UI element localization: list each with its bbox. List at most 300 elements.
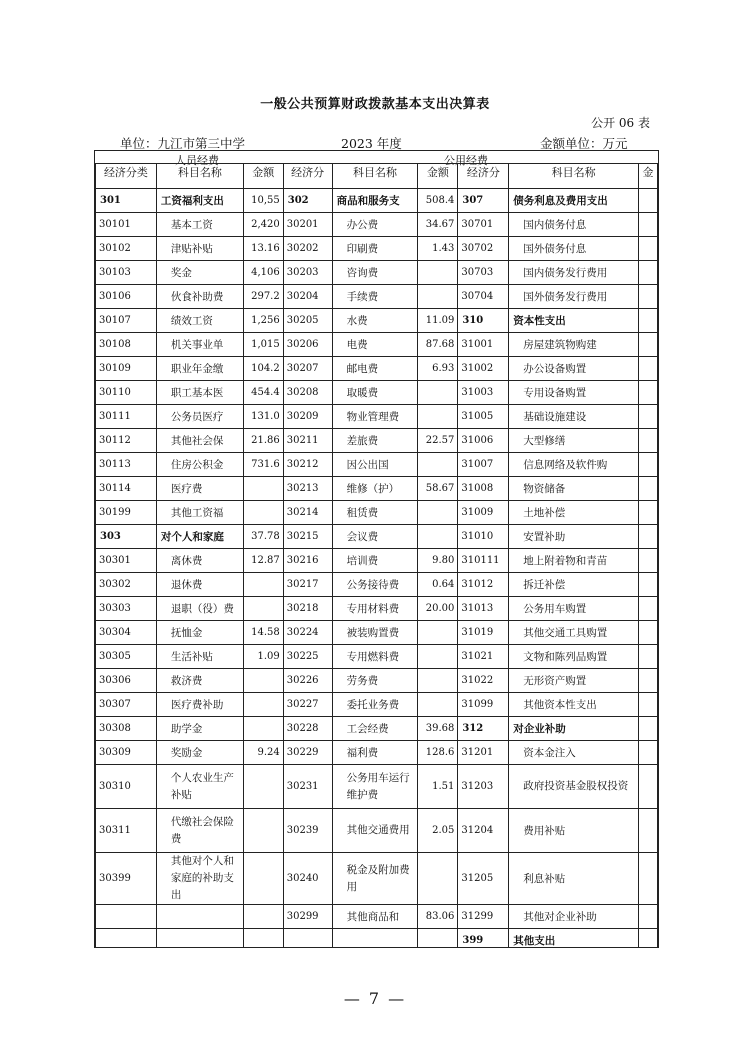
- name-cell: 奖金: [156, 261, 243, 285]
- money-unit-label: 金额单位：万元: [540, 136, 628, 151]
- code-cell: 30704: [458, 285, 509, 309]
- amount-cell: 9.24: [243, 741, 283, 765]
- amount-cell: [638, 929, 657, 949]
- table-row: [96, 309, 658, 333]
- code-cell: 30308: [96, 717, 157, 741]
- code-cell: 30226: [283, 669, 332, 693]
- name-cell: 福利费: [332, 741, 418, 765]
- amount-cell: [638, 669, 657, 693]
- code-cell: 30305: [96, 645, 157, 669]
- code-cell: 30113: [96, 453, 157, 477]
- table-number: 公开 06 表: [591, 116, 650, 130]
- code-cell: 30225: [283, 645, 332, 669]
- code-cell: 30702: [458, 237, 509, 261]
- code-cell: 30212: [283, 453, 332, 477]
- amount-cell: [418, 929, 458, 949]
- amount-cell: [243, 765, 283, 809]
- name-cell: 津贴补贴: [156, 237, 243, 261]
- amount-cell: 37.78: [243, 525, 283, 549]
- name-cell: 资本性支出: [509, 309, 639, 333]
- name-cell: 专用材料费: [332, 597, 418, 621]
- name-cell: 拆迁补偿: [509, 573, 639, 597]
- code-cell: 30301: [96, 549, 157, 573]
- amount-cell: [418, 501, 458, 525]
- amount-cell: [418, 853, 458, 905]
- name-cell: 国内债务发行费用: [509, 261, 639, 285]
- name-cell: 大型修缮: [509, 429, 639, 453]
- name-cell: 咨询费: [332, 261, 418, 285]
- code-cell: 31022: [458, 669, 509, 693]
- amount-cell: [638, 573, 657, 597]
- name-cell: 个人农业生产补贴: [156, 765, 243, 809]
- name-cell: 差旅费: [332, 429, 418, 453]
- amount-cell: [638, 381, 657, 405]
- amount-cell: [638, 809, 657, 853]
- code-cell: 302: [283, 189, 332, 213]
- expenditure-table: [94, 150, 659, 948]
- amount-cell: [418, 693, 458, 717]
- code-cell: 30240: [283, 853, 332, 905]
- name-cell: 生活补贴: [156, 645, 243, 669]
- amount-cell: [638, 309, 657, 333]
- name-cell: 其他商品和: [332, 905, 418, 929]
- code-cell: 30231: [283, 765, 332, 809]
- amount-cell: [243, 717, 283, 741]
- amount-cell: 58.67: [418, 477, 458, 501]
- name-cell: 邮电费: [332, 357, 418, 381]
- amount-cell: 297.2: [243, 285, 283, 309]
- amount-cell: 10,55: [243, 189, 283, 213]
- name-cell: 文物和陈列品购置: [509, 645, 639, 669]
- table-row: [96, 237, 658, 261]
- table-row: [96, 573, 658, 597]
- code-cell: 30209: [283, 405, 332, 429]
- amount-cell: 1.51: [418, 765, 458, 809]
- amount-cell: [243, 477, 283, 501]
- code-cell: 31002: [458, 357, 509, 381]
- code-cell: 30111: [96, 405, 157, 429]
- name-cell: 对企业补助: [509, 717, 639, 741]
- name-cell: 医疗费: [156, 477, 243, 501]
- name-cell: 手续费: [332, 285, 418, 309]
- amount-cell: 104.2: [243, 357, 283, 381]
- code-cell: 310: [458, 309, 509, 333]
- code-cell: 31003: [458, 381, 509, 405]
- table-row: [96, 429, 658, 453]
- group-header-public: 公用经费: [444, 154, 488, 167]
- table-row: [96, 621, 658, 645]
- code-cell: 30215: [283, 525, 332, 549]
- amount-cell: [638, 853, 657, 905]
- table-row: [96, 381, 658, 405]
- code-cell: 31099: [458, 693, 509, 717]
- table-row: [96, 405, 658, 429]
- code-cell: 30216: [283, 549, 332, 573]
- amount-cell: [243, 809, 283, 853]
- code-cell: 31204: [458, 809, 509, 853]
- name-cell: 专用燃料费: [332, 645, 418, 669]
- name-cell: [156, 905, 243, 929]
- amount-cell: [638, 765, 657, 809]
- amount-cell: [243, 693, 283, 717]
- name-cell: 工会经费: [332, 717, 418, 741]
- amount-cell: [418, 381, 458, 405]
- amount-cell: [638, 285, 657, 309]
- amount-cell: [638, 429, 657, 453]
- table-row: [96, 693, 658, 717]
- name-cell: 机关事业单: [156, 333, 243, 357]
- amount-cell: 0.64: [418, 573, 458, 597]
- amount-cell: 1,256: [243, 309, 283, 333]
- name-cell: 职业年金缴: [156, 357, 243, 381]
- amount-cell: [243, 573, 283, 597]
- code-cell: [283, 929, 332, 949]
- table-row: [96, 453, 658, 477]
- name-cell: 公务用车运行维护费: [332, 765, 418, 809]
- code-cell: 30224: [283, 621, 332, 645]
- name-cell: 专用设备购置: [509, 381, 639, 405]
- table-row: [96, 717, 658, 741]
- name-cell: 物业管理费: [332, 405, 418, 429]
- amount-cell: [243, 905, 283, 929]
- table-row: [96, 597, 658, 621]
- code-cell: 30213: [283, 477, 332, 501]
- amount-cell: [418, 453, 458, 477]
- code-cell: 30218: [283, 597, 332, 621]
- code-cell: 31007: [458, 453, 509, 477]
- column-header: 经济分: [283, 164, 332, 189]
- amount-cell: [638, 597, 657, 621]
- table-row: [96, 285, 658, 309]
- name-cell: 会议费: [332, 525, 418, 549]
- table-row: [96, 477, 658, 501]
- report-title: 一般公共预算财政拨款基本支出决算表: [260, 97, 490, 112]
- amount-cell: [418, 525, 458, 549]
- code-cell: 30306: [96, 669, 157, 693]
- amount-cell: [243, 597, 283, 621]
- name-cell: 债务利息及费用支出: [509, 189, 639, 213]
- code-cell: 30203: [283, 261, 332, 285]
- name-cell: 其他支出: [509, 929, 639, 949]
- table-row: [96, 669, 658, 693]
- name-cell: 税金及附加费用: [332, 853, 418, 905]
- name-cell: 印刷费: [332, 237, 418, 261]
- table-row: [96, 189, 658, 213]
- code-cell: 31010: [458, 525, 509, 549]
- name-cell: 国外债务付息: [509, 237, 639, 261]
- amount-cell: [638, 741, 657, 765]
- amount-cell: [638, 645, 657, 669]
- amount-cell: 22.57: [418, 429, 458, 453]
- column-header: 经济分类: [96, 164, 157, 189]
- name-cell: 办公费: [332, 213, 418, 237]
- code-cell: 30101: [96, 213, 157, 237]
- column-header: 经济分: [458, 164, 509, 189]
- amount-cell: 128.6: [418, 741, 458, 765]
- group-header-personnel: 人员经费: [175, 154, 219, 167]
- code-cell: 312: [458, 717, 509, 741]
- code-cell: 31008: [458, 477, 509, 501]
- name-cell: 劳务费: [332, 669, 418, 693]
- amount-cell: 34.67: [418, 213, 458, 237]
- amount-cell: [638, 405, 657, 429]
- name-cell: 国内债务付息: [509, 213, 639, 237]
- amount-cell: [638, 261, 657, 285]
- code-cell: 31205: [458, 853, 509, 905]
- amount-cell: [638, 453, 657, 477]
- amount-cell: [638, 477, 657, 501]
- code-cell: 30106: [96, 285, 157, 309]
- code-cell: 30211: [283, 429, 332, 453]
- amount-cell: [418, 261, 458, 285]
- table-row: [96, 549, 658, 573]
- amount-cell: 20.00: [418, 597, 458, 621]
- code-cell: 30108: [96, 333, 157, 357]
- code-cell: 30114: [96, 477, 157, 501]
- name-cell: 维修（护）: [332, 477, 418, 501]
- column-header: 金额: [243, 164, 283, 189]
- data-table: [95, 163, 658, 948]
- name-cell: 抚恤金: [156, 621, 243, 645]
- table-row: [96, 853, 658, 905]
- name-cell: 基础设施建设: [509, 405, 639, 429]
- amount-cell: 13.16: [243, 237, 283, 261]
- name-cell: 房屋建筑物购建: [509, 333, 639, 357]
- group-header-row: [95, 151, 658, 167]
- amount-cell: [243, 853, 283, 905]
- code-cell: 30112: [96, 429, 157, 453]
- code-cell: 30304: [96, 621, 157, 645]
- name-cell: 伙食补助费: [156, 285, 243, 309]
- name-cell: 安置补助: [509, 525, 639, 549]
- name-cell: 其他工资福: [156, 501, 243, 525]
- name-cell: 离休费: [156, 549, 243, 573]
- amount-cell: [243, 929, 283, 949]
- name-cell: 委托业务费: [332, 693, 418, 717]
- code-cell: 30217: [283, 573, 332, 597]
- amount-cell: [638, 693, 657, 717]
- code-cell: 30303: [96, 597, 157, 621]
- code-cell: 310111: [458, 549, 509, 573]
- code-cell: 30311: [96, 809, 157, 853]
- name-cell: 基本工资: [156, 213, 243, 237]
- amount-cell: 131.0: [243, 405, 283, 429]
- name-cell: 无形资产购置: [509, 669, 639, 693]
- code-cell: 30310: [96, 765, 157, 809]
- name-cell: 商品和服务支: [332, 189, 418, 213]
- amount-cell: 9.80: [418, 549, 458, 573]
- table-row: [96, 261, 658, 285]
- code-cell: 31013: [458, 597, 509, 621]
- code-cell: 31203: [458, 765, 509, 809]
- name-cell: 救济费: [156, 669, 243, 693]
- amount-cell: 12.87: [243, 549, 283, 573]
- amount-cell: [418, 405, 458, 429]
- name-cell: 国外债务发行费用: [509, 285, 639, 309]
- code-cell: 30207: [283, 357, 332, 381]
- code-cell: 30201: [283, 213, 332, 237]
- name-cell: 培训费: [332, 549, 418, 573]
- name-cell: 信息网络及软件购: [509, 453, 639, 477]
- code-cell: 31019: [458, 621, 509, 645]
- code-cell: 399: [458, 929, 509, 949]
- code-cell: 30239: [283, 809, 332, 853]
- amount-cell: [638, 717, 657, 741]
- name-cell: 对个人和家庭: [156, 525, 243, 549]
- code-cell: 30206: [283, 333, 332, 357]
- amount-cell: [638, 333, 657, 357]
- amount-cell: 6.93: [418, 357, 458, 381]
- amount-cell: [638, 549, 657, 573]
- name-cell: 住房公积金: [156, 453, 243, 477]
- amount-cell: [418, 285, 458, 309]
- table-row: [96, 333, 658, 357]
- amount-cell: [638, 501, 657, 525]
- code-cell: 30214: [283, 501, 332, 525]
- code-cell: 30399: [96, 853, 157, 905]
- name-cell: 政府投资基金股权投资: [509, 765, 639, 809]
- name-cell: [156, 929, 243, 949]
- column-header: 科目名称: [332, 164, 418, 189]
- code-cell: 30299: [283, 905, 332, 929]
- name-cell: 取暖费: [332, 381, 418, 405]
- name-cell: 其他交通费用: [332, 809, 418, 853]
- code-cell: 30205: [283, 309, 332, 333]
- code-cell: 31021: [458, 645, 509, 669]
- code-cell: 30208: [283, 381, 332, 405]
- code-cell: 30302: [96, 573, 157, 597]
- name-cell: 资本金注入: [509, 741, 639, 765]
- amount-cell: 4,106: [243, 261, 283, 285]
- table-row: [96, 645, 658, 669]
- amount-cell: [243, 669, 283, 693]
- amount-cell: [638, 213, 657, 237]
- amount-cell: [638, 905, 657, 929]
- table-row: [96, 929, 658, 949]
- year-label: 2023 年度: [341, 136, 402, 151]
- name-cell: [332, 929, 418, 949]
- name-cell: 租赁费: [332, 501, 418, 525]
- name-cell: 办公设备购置: [509, 357, 639, 381]
- amount-cell: 87.68: [418, 333, 458, 357]
- amount-cell: 1.43: [418, 237, 458, 261]
- name-cell: 公务用车购置: [509, 597, 639, 621]
- amount-cell: 2,420: [243, 213, 283, 237]
- table-row: [96, 357, 658, 381]
- name-cell: 电费: [332, 333, 418, 357]
- code-cell: 30307: [96, 693, 157, 717]
- code-cell: 30109: [96, 357, 157, 381]
- code-cell: 31201: [458, 741, 509, 765]
- code-cell: 30202: [283, 237, 332, 261]
- code-cell: 303: [96, 525, 157, 549]
- name-cell: 物资储备: [509, 477, 639, 501]
- code-cell: 30228: [283, 717, 332, 741]
- name-cell: 职工基本医: [156, 381, 243, 405]
- column-header: 金: [638, 164, 657, 189]
- code-cell: 301: [96, 189, 157, 213]
- code-cell: 30701: [458, 213, 509, 237]
- name-cell: 费用补贴: [509, 809, 639, 853]
- code-cell: 30229: [283, 741, 332, 765]
- code-cell: 30102: [96, 237, 157, 261]
- column-header: 科目名称: [156, 164, 243, 189]
- code-cell: [96, 929, 157, 949]
- name-cell: 医疗费补助: [156, 693, 243, 717]
- name-cell: 绩效工资: [156, 309, 243, 333]
- code-cell: 31006: [458, 429, 509, 453]
- amount-cell: [638, 357, 657, 381]
- name-cell: 公务员医疗: [156, 405, 243, 429]
- table-row: [96, 905, 658, 929]
- code-cell: 31012: [458, 573, 509, 597]
- table-row: [96, 213, 658, 237]
- code-cell: [96, 905, 157, 929]
- page-number: — 7 —: [343, 989, 407, 1008]
- amount-cell: [418, 645, 458, 669]
- amount-cell: 11.09: [418, 309, 458, 333]
- table-row: [96, 525, 658, 549]
- code-cell: 30703: [458, 261, 509, 285]
- column-header: 金额: [418, 164, 458, 189]
- code-cell: 307: [458, 189, 509, 213]
- code-cell: 31001: [458, 333, 509, 357]
- code-cell: 31005: [458, 405, 509, 429]
- name-cell: 利息补贴: [509, 853, 639, 905]
- amount-cell: 454.4: [243, 381, 283, 405]
- table-row: [96, 741, 658, 765]
- amount-cell: 1,015: [243, 333, 283, 357]
- name-cell: 公务接待费: [332, 573, 418, 597]
- code-cell: 30227: [283, 693, 332, 717]
- column-header-row: [96, 164, 658, 189]
- amount-cell: [638, 237, 657, 261]
- amount-cell: 731.6: [243, 453, 283, 477]
- name-cell: 工资福利支出: [156, 189, 243, 213]
- name-cell: 被装购置费: [332, 621, 418, 645]
- amount-cell: 39.68: [418, 717, 458, 741]
- code-cell: 31009: [458, 501, 509, 525]
- name-cell: 代缴社会保险费: [156, 809, 243, 853]
- name-cell: 水费: [332, 309, 418, 333]
- name-cell: 其他对企业补助: [509, 905, 639, 929]
- unit-label: 单位：九江市第三中学: [120, 136, 246, 151]
- name-cell: 地上附着物和青苗: [509, 549, 639, 573]
- amount-cell: [243, 501, 283, 525]
- table-row: [96, 501, 658, 525]
- amount-cell: 2.05: [418, 809, 458, 853]
- amount-cell: 21.86: [243, 429, 283, 453]
- code-cell: 30110: [96, 381, 157, 405]
- amount-cell: [418, 621, 458, 645]
- name-cell: 退职（役）费: [156, 597, 243, 621]
- name-cell: 土地补偿: [509, 501, 639, 525]
- amount-cell: 14.58: [243, 621, 283, 645]
- name-cell: 其他资本性支出: [509, 693, 639, 717]
- name-cell: 因公出国: [332, 453, 418, 477]
- amount-cell: 508.4: [418, 189, 458, 213]
- code-cell: 30309: [96, 741, 157, 765]
- code-cell: 30103: [96, 261, 157, 285]
- table-row: [96, 809, 658, 853]
- name-cell: 其他对个人和家庭的补助支出: [156, 853, 243, 905]
- amount-cell: 83.06: [418, 905, 458, 929]
- code-cell: 30199: [96, 501, 157, 525]
- name-cell: 奖励金: [156, 741, 243, 765]
- code-cell: 31299: [458, 905, 509, 929]
- amount-cell: [418, 669, 458, 693]
- code-cell: 30204: [283, 285, 332, 309]
